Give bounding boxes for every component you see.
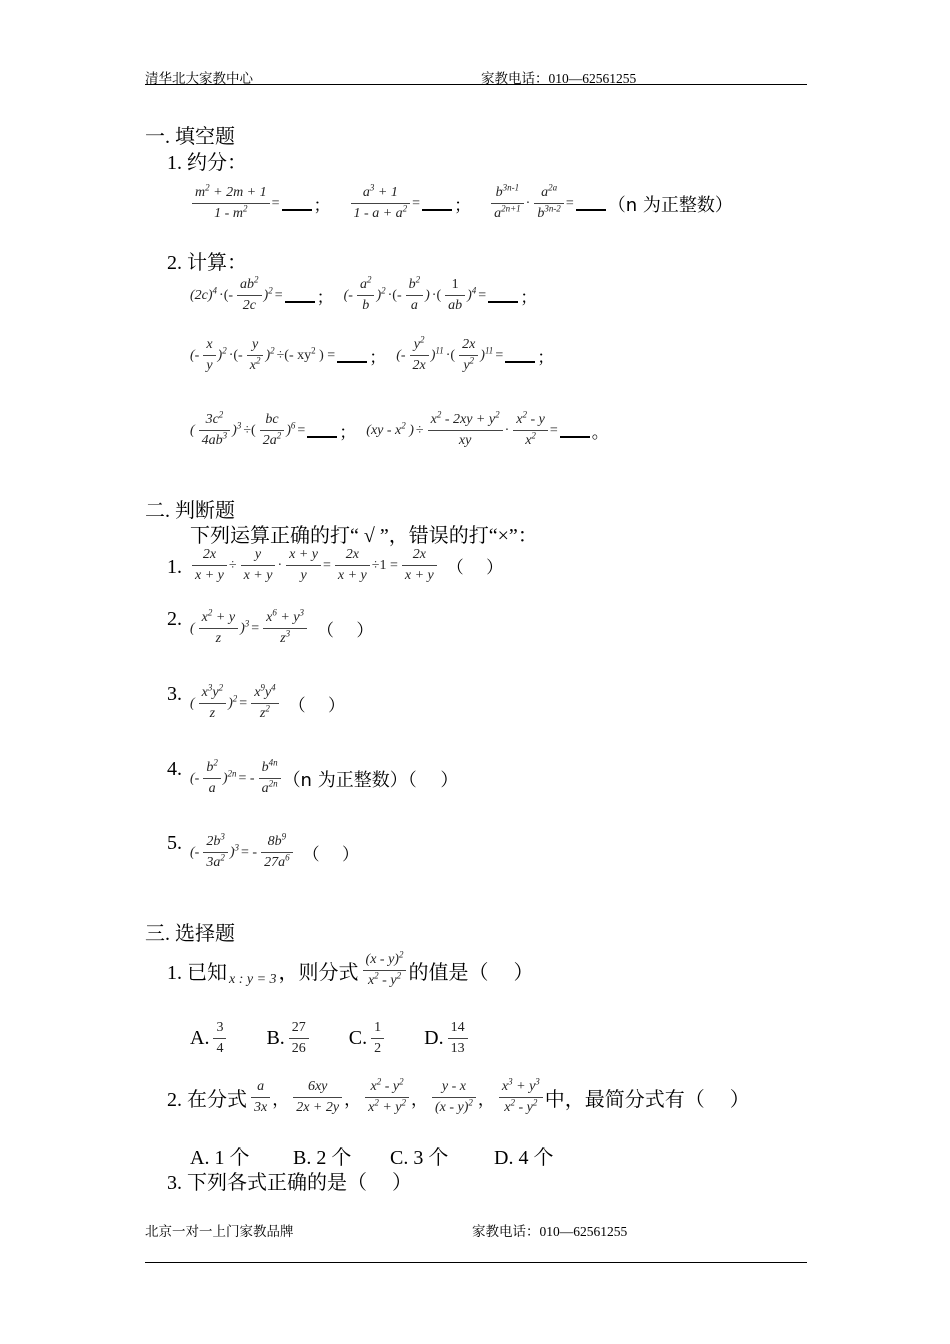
judge-3-num: 3. (167, 683, 182, 705)
choice-2-option-c[interactable]: C. 3 个 (390, 1147, 449, 1169)
choice-1: 1. 已知 x : y = 3 ，则分式 (x - y)$^2$ $x^2 - y^2$ 的值是（ ） (167, 949, 534, 988)
section-1-title: 一. 填空题 (145, 126, 235, 148)
option-d[interactable]: D. (424, 1027, 444, 1049)
answer-blank[interactable] (307, 424, 337, 438)
section-2-intro: 下列运算正确的打“ √ ”，错误的打“×”： (190, 525, 538, 547)
q1-1-label: 1. 约分： (167, 152, 247, 174)
choice-1-text-b: ，则分式 (278, 962, 359, 984)
q1-2-label: 2. 计算： (167, 252, 247, 274)
footer-left: 北京一对一上门家教品牌 (145, 1224, 294, 1239)
judge-5-num: 5. (167, 832, 182, 854)
choice-2-text-b: 中，最简分式有（ ） (544, 1089, 750, 1111)
judge-2-expr: ( $x^2 + y$ z )$^3$ = $\frac{x^6 + y^3}{z^3}$ （ ） (190, 607, 374, 646)
judge-2-num: 2. (167, 608, 182, 630)
judge-4-expr: (- $b^2$ a )$^{2n}$ = - $b^{4n}$ $a^{2n}$ （n 为正整数）（ ） (190, 757, 459, 796)
answer-blank[interactable] (285, 289, 315, 303)
header-left: 清华北大家教中心 (145, 71, 253, 86)
choice-3: 3. 下列各式正确的是（ ） (167, 1172, 412, 1194)
answer-blank[interactable] (337, 349, 367, 363)
judge-4-note: （n 为正整数）（ ） (282, 769, 459, 791)
header-right: 家教电话：010—62561255 (481, 71, 637, 86)
answer-blank[interactable] (282, 197, 312, 211)
option-c[interactable]: C. (348, 1027, 368, 1049)
section-2-title: 二. 判断题 (145, 500, 235, 522)
choice-1-options: A. 3 4 B. 27 26 C. 1 2 D. 14 13 (190, 1018, 470, 1059)
answer-blank[interactable] (505, 349, 535, 363)
judge-1-num: 1. (167, 556, 182, 578)
answer-blank[interactable] (488, 289, 518, 303)
judge-5-paren[interactable]: （ ） (302, 845, 359, 865)
q1-2-row1: $(2c)^4$ ·(- $ab^2$ 2c )$^2$ = ； (- $a^2$ b )$^2$ ·(- $b^2$ a ) ·( 1 ab )$^4$ = ； (190, 274, 538, 313)
choice-1-text-a: 1. 已知 (167, 962, 227, 984)
judge-3-expr: ( $x^3y^2$ z )$^2$ = $\frac{x^9y^4}{z^2}$ （ ） (190, 682, 346, 721)
choice-1-text-c: 的值是（ ） (408, 962, 534, 984)
choice-2-option-a[interactable]: A. 1 个 (190, 1147, 250, 1169)
choice-2-option-b[interactable]: B. 2 个 (293, 1147, 352, 1169)
option-b[interactable]: B. (266, 1027, 285, 1049)
q1-2-row3: ( $3c^2$ $4ab^3$ )$^3$ ÷( bc $2a^2$ )$^6$ = ； ($xy - x^2$ ) ÷ $\frac{x^2 - 2xy + y^2}{xy}$ · $\frac{x^2 - y}{x^2}$ = 。 (190, 409, 609, 448)
judge-3-paren[interactable]: （ ） (288, 696, 346, 716)
judge-1-expr: $\frac{2x}{x + y}$ ÷ $\frac{y}{x + y}$ · $\frac{x + y}{y}$ = $\frac{2x}{x + y}$ ÷1 = $\frac{2x}{x + y}$ （ ） (190, 545, 505, 586)
answer-blank[interactable] (576, 197, 606, 211)
section-3-title: 三. 选择题 (145, 923, 235, 945)
q1-1-expressions: $\frac{m^2 + 2m + 1}{1 - m^2}$ = ； $\frac{a^3 + 1}{1 - a + a^2}$ = ； $b^{3n-1}$ $a^{2n+1}$ · $\frac{a^{2a}}{b^{3n-2}}$ = （n 为正整数） (190, 183, 735, 224)
option-a[interactable]: A. (190, 1027, 210, 1049)
q1-2-row2: (- x y )$^2$ ·(- y $x^2$ )$^2$ ÷(- $xy^2$ ) = ； (- $y^2$ 2x )$^{11}$ ·( 2x $y^2$ )$^{11}$ = ； (190, 334, 555, 373)
judge-1-paren[interactable]: （ ） (446, 558, 504, 578)
choice-2-option-d[interactable]: D. 4 个 (494, 1147, 554, 1169)
answer-blank[interactable] (422, 197, 452, 211)
judge-4-num: 4. (167, 758, 182, 780)
header-rule (145, 84, 807, 85)
answer-blank[interactable] (560, 424, 590, 438)
footer-right: 家教电话：010—62561255 (472, 1224, 628, 1239)
choice-2-text-a: 2. 在分式 (167, 1089, 247, 1111)
judge-2-paren[interactable]: （ ） (317, 621, 374, 641)
choice-2: 2. 在分式 a 3x ， 6xy 2x + 2y ， $x^2 - y^2$ $x^2 + y^2$ ， y - x (x - y)$^2$ ， $x^3 + y^3$ $x^2 - y^2$ 中，最简分式有（ ） (167, 1076, 750, 1115)
q1-1-note: （n 为正整数） (607, 194, 733, 216)
footer-rule (145, 1262, 807, 1263)
judge-5-expr: (- $2b^3$ $3a^2$ )$^3$ = - $8b^9$ $27a^6$ （ ） (190, 831, 359, 870)
